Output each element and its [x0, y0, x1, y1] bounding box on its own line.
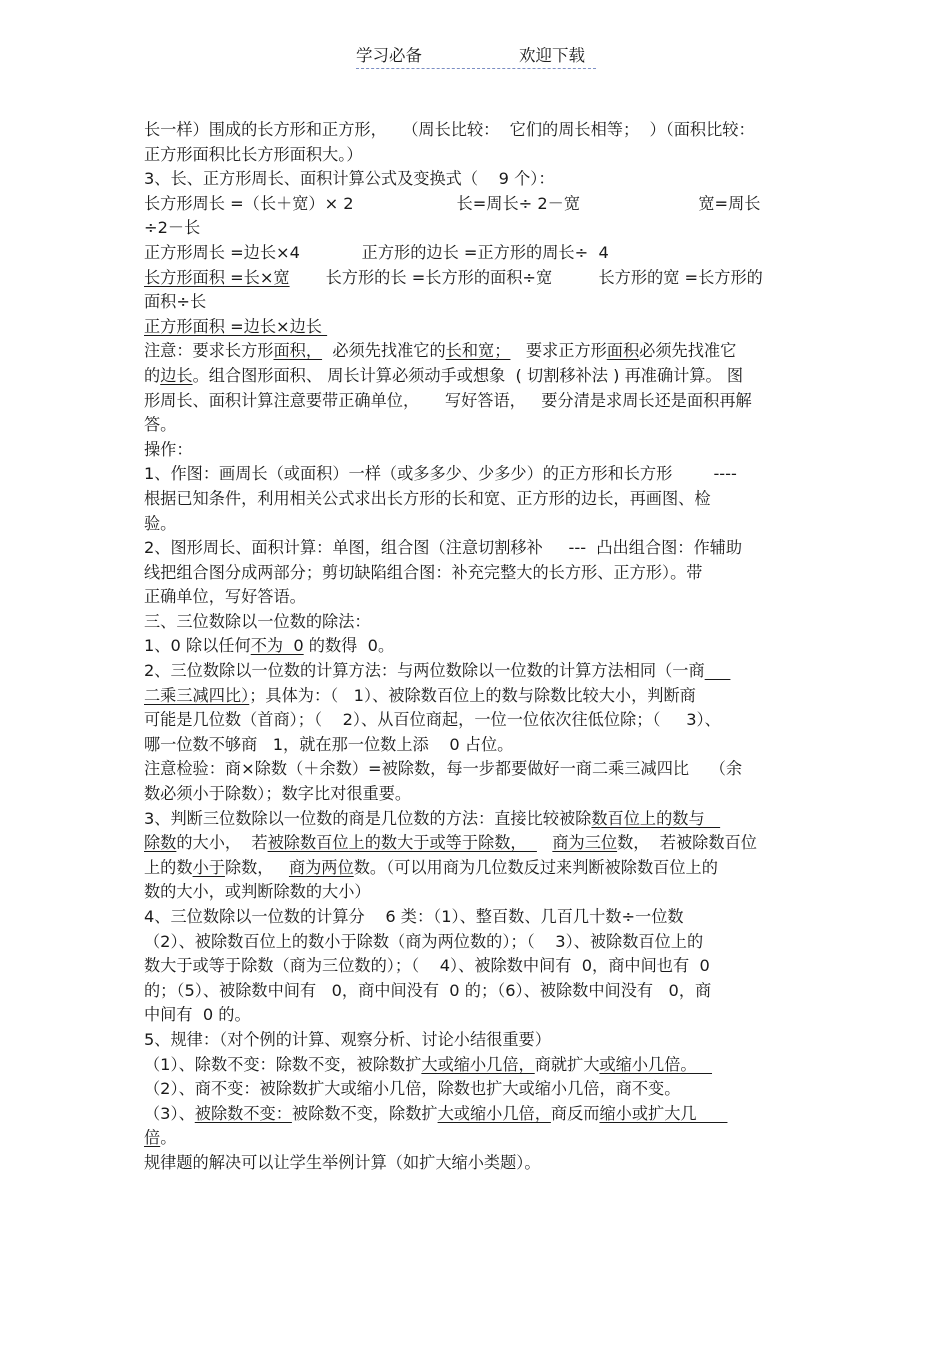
underlined-text: 被除数不变：	[194, 1103, 292, 1123]
text-segment: 4、三位数除以一位数的计算分 6 类：（1）、整百数、几百几十数÷一位数	[144, 907, 684, 926]
text-segment: （1）、除数不变：除数不变，被除数扩	[144, 1054, 422, 1074]
text-segment: 正确单位，写好答语。	[144, 587, 306, 607]
text-segment: 商反而	[550, 1103, 600, 1123]
text-line	[144, 266, 814, 291]
text-line	[144, 315, 814, 340]
text-line	[144, 905, 814, 930]
text-segment: 。组合图形面积、 周长计算必须动手或想象 ( 切割移补法 ) 再准确计算。 图	[192, 365, 744, 385]
text-segment: 的；（5）、被除数中间有 0，商中间没有 0 的；（6）、被除数中间没有 0，商	[144, 980, 712, 1000]
underlined-text: 数百位上的数与	[591, 808, 721, 828]
text-line	[144, 782, 814, 807]
text-segment: 要求正方形	[510, 341, 607, 361]
underlined-text: 面积	[606, 341, 640, 361]
text-line	[144, 733, 814, 758]
text-segment: 数的大小，或判断除数的大小）	[144, 882, 371, 902]
text-segment: 数大于或等于除数（商为三位数的）；（ 4）、被除数中间有 0，商中间也有 0	[144, 956, 710, 976]
text-segment: （3）、	[144, 1103, 195, 1123]
text-line	[144, 634, 814, 659]
text-segment: 2、图形周长、面积计算：单图，组合图（注意切割移补 --- 凸出组合图：作辅助	[144, 538, 743, 558]
text-segment: 数， 若被除数百位	[617, 833, 757, 853]
document-body	[144, 118, 814, 1176]
text-segment: 2、三位数除以一位数的计算方法：与两位数除以一位数的计算方法相同（一商	[144, 661, 705, 681]
text-line	[144, 192, 814, 217]
text-segment: 必须先找准它	[639, 341, 737, 361]
text-line	[144, 167, 814, 192]
text-segment: ÷2－长	[144, 218, 201, 238]
text-segment: 线把组合图分成两部分；剪切缺陷组合图：补充完整大的长方形、正方形）。带	[144, 562, 703, 582]
text-line	[144, 831, 814, 856]
text-segment: 的大小， 若	[176, 833, 268, 853]
text-segment: 根据已知条件，利用相关公式求出长方形的长和宽、正方形的边长，再画图、检	[144, 488, 711, 508]
text-line	[144, 339, 814, 364]
text-line	[144, 290, 814, 315]
underlined-text: 小于	[192, 857, 225, 877]
text-segment: 数必须小于除数）；数字比对很重要。	[144, 784, 412, 804]
text-line	[144, 364, 814, 389]
text-line	[144, 954, 814, 979]
text-segment: 3、长、正方形周长、面积计算公式及变换式（ 9 个）：	[144, 169, 555, 189]
text-line	[144, 118, 814, 143]
text-line	[144, 143, 814, 168]
text-segment: 长方形的长 =长方形的面积÷宽 长方形的宽 =长方形的	[289, 267, 763, 287]
text-line	[144, 856, 814, 881]
text-segment: 被除数不变，除数扩	[291, 1103, 438, 1123]
text-line	[144, 1077, 814, 1102]
text-line	[144, 757, 814, 782]
underlined-text: 除数	[144, 833, 177, 853]
text-segment: 面积÷长	[144, 292, 207, 312]
text-line	[144, 487, 814, 512]
text-line	[144, 659, 814, 684]
text-segment: 5、规律：（对个例的计算、观察分析、讨论小结很重要）	[144, 1029, 551, 1049]
text-line	[144, 610, 814, 635]
text-segment: 哪一位数不够商 1，就在那一位数上添 0 占位。	[144, 734, 514, 754]
text-segment: 1、作图：画周长（或面积）一样（或多多少、少多少）的正方形和长方形 ----	[144, 464, 737, 484]
underlined-text: 正方形面积 =边长×边长	[144, 316, 328, 336]
text-line	[144, 585, 814, 610]
text-segment: 可能是几位数（首商）；（ 2）、从百位商起，一位一位依次往低位除；（ 3）、	[144, 710, 721, 730]
text-line	[144, 462, 814, 487]
text-line	[144, 1102, 814, 1127]
underlined-text: 二乘三减四比）	[144, 685, 250, 705]
text-line	[144, 1151, 814, 1176]
text-segment: 商就扩大	[534, 1054, 600, 1074]
text-segment: 长一样）围成的长方形和正方形， （周长比较： 它们的周长相等； ）（面积比较：	[144, 120, 755, 139]
text-segment: 的	[144, 365, 161, 385]
text-segment: 三、三位数除以一位数的除法：	[144, 611, 371, 631]
text-segment: （2）、商不变：被除数扩大或缩小几倍，除数也扩大或缩小几倍，商不变。	[144, 1079, 681, 1099]
text-line	[144, 389, 814, 414]
text-segment: 正方形面积比长方形面积大。）	[144, 144, 363, 164]
underlined-text: 边长	[160, 365, 193, 385]
underlined-text: 大或缩小几倍，	[421, 1054, 535, 1074]
text-line	[144, 561, 814, 586]
text-line	[144, 413, 814, 438]
text-line	[144, 438, 814, 463]
underlined-text: 缩小或扩大几	[599, 1103, 728, 1123]
underlined-text: 倍	[144, 1128, 161, 1148]
text-segment: （2）、被除数百位上的数小于除数（商为两位数的）；（ 3）、被除数百位上的	[144, 931, 704, 951]
text-segment: 正方形周长 =边长×4 正方形的边长 =正方形的周长÷ 4	[144, 242, 609, 262]
text-segment: 。	[160, 1128, 177, 1148]
text-segment: 操作：	[144, 439, 193, 459]
underlined-text: 长方形面积 =长×宽	[144, 267, 290, 287]
text-line	[144, 1126, 814, 1151]
underlined-text	[705, 661, 731, 680]
header-left-text: 学习必备	[356, 46, 422, 65]
text-line	[144, 930, 814, 955]
text-line	[144, 512, 814, 537]
text-segment: 答。	[144, 415, 177, 435]
text-segment: 必须先找准它的	[322, 341, 446, 361]
text-segment: 注意：要求长方形	[144, 341, 274, 361]
text-line	[144, 708, 814, 733]
text-segment: 中间有 0 的。	[144, 1005, 251, 1025]
text-segment: 1、0 除以任何	[144, 636, 251, 656]
underlined-text: 长和宽；	[445, 341, 511, 361]
text-segment: 验。	[144, 513, 177, 533]
underlined-text: 面积，	[273, 341, 323, 361]
underlined-text: 商为两位	[288, 857, 354, 877]
text-line	[144, 1053, 814, 1078]
text-segment: 形周长、面积计算注意要带正确单位， 写好答语， 要分清是求周长还是面积再解	[144, 390, 752, 410]
text-segment: 上的数	[144, 857, 193, 877]
text-line	[144, 684, 814, 709]
underlined-text: 大或缩小几倍，	[437, 1103, 551, 1123]
text-segment: ；具体为：（ 1）、被除数百位上的数与除数比较大小，判断商	[249, 685, 696, 705]
underlined-text: 被除数百位上的数大于或等于除数，	[267, 833, 537, 853]
header-right-text: 欢迎下载	[519, 46, 585, 65]
text-segment: 的数得 0。	[303, 636, 395, 656]
underlined-text: 商为三位	[552, 833, 618, 853]
text-segment: 规律题的解决可以让学生举例计算（如扩大缩小类题）。	[144, 1152, 541, 1172]
text-line	[144, 536, 814, 561]
underlined-text: 不为 0	[250, 636, 304, 656]
text-line	[144, 979, 814, 1004]
text-line	[144, 1028, 814, 1053]
text-line	[144, 241, 814, 266]
text-segment: 除数，	[224, 857, 289, 877]
page-header	[356, 42, 596, 69]
text-line	[144, 216, 814, 241]
text-segment	[537, 833, 552, 852]
text-segment: 注意检验：商×除数（＋余数）=被除数，每一步都要做好一商二乘三减四比 （余	[144, 759, 743, 779]
underlined-text: 或缩小几倍。	[599, 1054, 713, 1074]
text-line	[144, 880, 814, 905]
text-segment: 数。（可以用商为几位数反过来判断被除数百位上的	[353, 857, 718, 877]
text-line	[144, 1003, 814, 1028]
text-segment: 长方形周长 =（长＋宽）× 2 长=周长÷ 2－宽 宽=周长	[144, 193, 761, 213]
text-segment: 3、判断三位数除以一位数的商是几位数的方法：直接比较被除	[144, 808, 592, 828]
text-line	[144, 807, 814, 832]
